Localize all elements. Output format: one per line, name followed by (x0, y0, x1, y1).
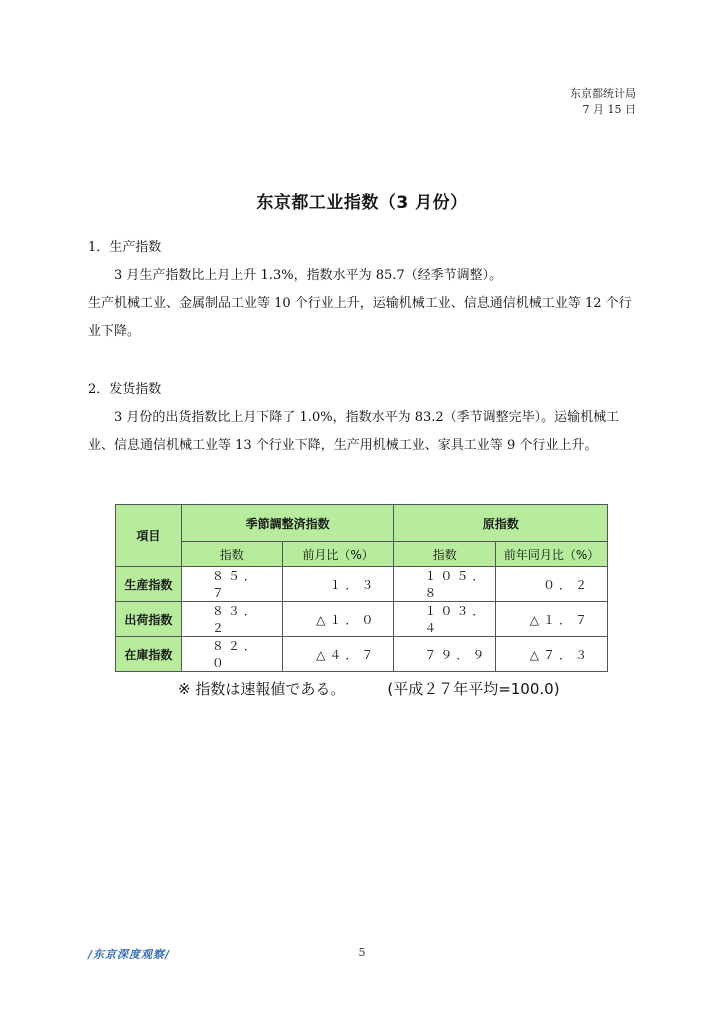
header-info (570, 86, 636, 118)
sub-yoy-header: 前年同月比（%） (496, 542, 608, 567)
row-label: 在庫指数 (116, 637, 182, 672)
page-number: 5 (358, 946, 366, 959)
section-paragraph-2: 生产机械工业、金属制品工业等 10 个行业上升，运输机械工业、信息通信机械工业等 12 个行业下降。 (88, 296, 632, 339)
section-shipment (88, 376, 640, 460)
sa-mom-cell: １．３ (282, 567, 394, 602)
orig-yoy-cell: △１．７ (496, 602, 608, 637)
group-seasonal-header: 季節調整済指数 (181, 505, 394, 542)
note-text: ※ 指数は速報値である。 (178, 680, 346, 698)
sub-index-header: 指数 (181, 542, 282, 567)
orig-yoy-cell: △７．３ (496, 637, 608, 672)
agency-name: 东京都统计局 (570, 87, 636, 100)
sa-index-cell: ８３．２ (181, 602, 282, 637)
orig-index-cell: １０５．８ (394, 567, 496, 602)
table-note (178, 678, 560, 699)
orig-index-cell: ７９．９ (394, 637, 496, 672)
release-date: 7 月 15 日 (582, 103, 636, 116)
page-title: 东京都工业指数（3 月份） (256, 193, 468, 213)
sa-mom-cell: △１．０ (282, 602, 394, 637)
row-label: 出荷指数 (116, 602, 182, 637)
table-row (116, 567, 608, 602)
table-row (116, 637, 608, 672)
section-production (88, 234, 640, 346)
orig-yoy-cell: ０．２ (496, 567, 608, 602)
row-label: 生産指数 (116, 567, 182, 602)
sub-index2-header: 指数 (394, 542, 496, 567)
note-base: (平成２７年平均=100.0) (387, 680, 560, 698)
sub-mom-header: 前月比（%） (282, 542, 394, 567)
footer-source: /东京深度观察/ (88, 948, 171, 961)
group-original-header: 原指数 (394, 505, 608, 542)
sa-mom-cell: △４．７ (282, 637, 394, 672)
col-item-header: 項目 (116, 505, 182, 567)
section-heading: 2．发货指数 (88, 382, 162, 397)
orig-index-cell: １０３．４ (394, 602, 496, 637)
table-row (116, 602, 608, 637)
sa-index-cell: ８５．７ (181, 567, 282, 602)
sa-index-cell: ８２．０ (181, 637, 282, 672)
section-paragraph: 3 月份的出货指数比上月下降了 1.0%，指数水平为 83.2（季节调整完毕）。运输机械工业、信息通信机械工业等 13 个行业下降，生产用机械工业、家具工业等 9 个行业上升。 (88, 410, 620, 453)
section-heading: 1．生产指数 (88, 240, 162, 255)
section-paragraph: 3 月生产指数比上月上升 1.3%，指数水平为 85.7（经季节调整）。 (114, 268, 503, 283)
index-table (115, 504, 608, 672)
